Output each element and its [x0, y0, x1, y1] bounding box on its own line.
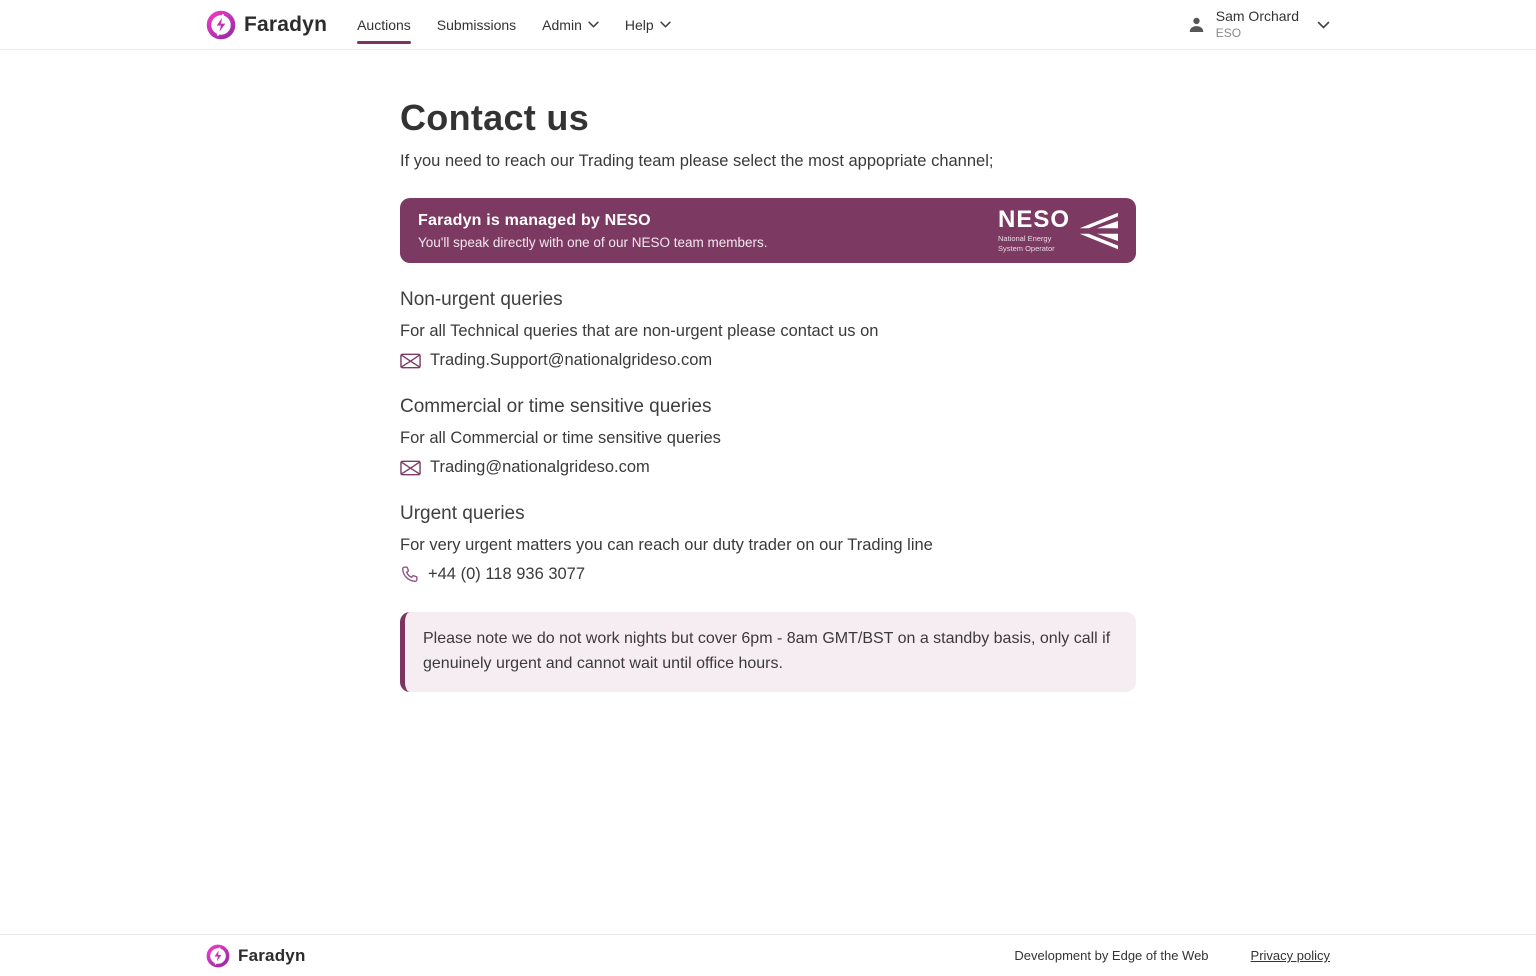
- envelope-icon: [400, 460, 421, 476]
- neso-banner: [400, 198, 1136, 263]
- user-meta: [1216, 8, 1299, 41]
- nav-item-label: Submissions: [436, 16, 517, 33]
- section-commercial: [400, 396, 1136, 477]
- chevron-down-icon: [1317, 21, 1330, 29]
- footer-credit: Development by Edge of the Web: [1014, 948, 1209, 963]
- page-title: Contact us: [400, 97, 590, 138]
- nav-item-label: Auctions: [357, 16, 411, 33]
- header: [0, 0, 1536, 50]
- faradyn-logo-icon: [206, 944, 230, 968]
- intro-text: If you need to reach our Trading team please select the most appopriate channel;: [400, 152, 994, 170]
- union-jack-flag-icon: [1076, 212, 1118, 250]
- neso-logo-name: NESO: [997, 205, 1070, 233]
- footer: [0, 934, 1536, 976]
- section-non-urgent: [400, 289, 1136, 370]
- user-org: ESO: [1215, 25, 1242, 40]
- banner-title: Faradyn is managed by NESO: [418, 211, 651, 229]
- brand-name: Faradyn: [238, 945, 306, 965]
- standby-note-text: Please note we do not work nights but cover 6pm - 8am GMT/BST on a standby basis, only call if genuinely urgent and cannot wait until office hours.: [423, 630, 1111, 672]
- faradyn-logo-icon: [206, 10, 236, 40]
- banner-text: [418, 212, 767, 250]
- section-body: For very urgent matters you can reach our duty trader on our Trading line: [400, 536, 933, 554]
- footer-brand[interactable]: [206, 944, 306, 968]
- chevron-down-icon: [588, 21, 599, 28]
- neso-logo: [997, 205, 1118, 254]
- main: [0, 50, 1536, 934]
- section-urgent: [400, 503, 1136, 584]
- contact-phone: +44 (0) 118 936 3077: [428, 565, 586, 583]
- nav-item-auctions[interactable]: [357, 0, 411, 49]
- envelope-icon: [400, 353, 421, 369]
- phone-icon: [400, 565, 419, 584]
- footer-links: [1014, 948, 1330, 963]
- nav-item-label: Admin: [542, 16, 582, 33]
- chevron-down-icon: [660, 21, 671, 28]
- section-heading: Urgent queries: [400, 503, 525, 524]
- phone-contact-link[interactable]: [400, 565, 1136, 584]
- nav-item-label: Help: [624, 16, 654, 33]
- section-heading: Commercial or time sensitive queries: [400, 396, 712, 417]
- banner-subtitle: You'll speak directly with one of our NESO team members.: [418, 234, 768, 250]
- nav-item-help[interactable]: [625, 0, 671, 49]
- email-contact-link[interactable]: [400, 351, 1136, 370]
- user-menu[interactable]: [1187, 8, 1330, 41]
- main-nav: [357, 0, 671, 49]
- nav-item-submissions[interactable]: [437, 0, 516, 49]
- section-heading: Non-urgent queries: [400, 289, 563, 310]
- section-body: For all Commercial or time sensitive queries: [400, 429, 721, 447]
- contact-email: Trading@nationalgrideso.com: [430, 458, 650, 476]
- contact-email: Trading.Support@nationalgrideso.com: [430, 351, 713, 369]
- section-body: For all Technical queries that are non-urgent please contact us on: [400, 322, 879, 340]
- neso-logo-text: [997, 205, 1070, 254]
- neso-logo-tagline: National Energy System Operator: [997, 233, 1055, 253]
- privacy-policy-link[interactable]: Privacy policy: [1250, 948, 1330, 963]
- brand-name: Faradyn: [244, 12, 328, 36]
- standby-note: [400, 612, 1136, 692]
- brand-home-link[interactable]: [206, 10, 327, 40]
- email-contact-link[interactable]: [400, 458, 1136, 477]
- nav-item-admin[interactable]: [542, 0, 599, 49]
- user-name: Sam Orchard: [1215, 8, 1299, 25]
- person-icon: [1187, 15, 1206, 34]
